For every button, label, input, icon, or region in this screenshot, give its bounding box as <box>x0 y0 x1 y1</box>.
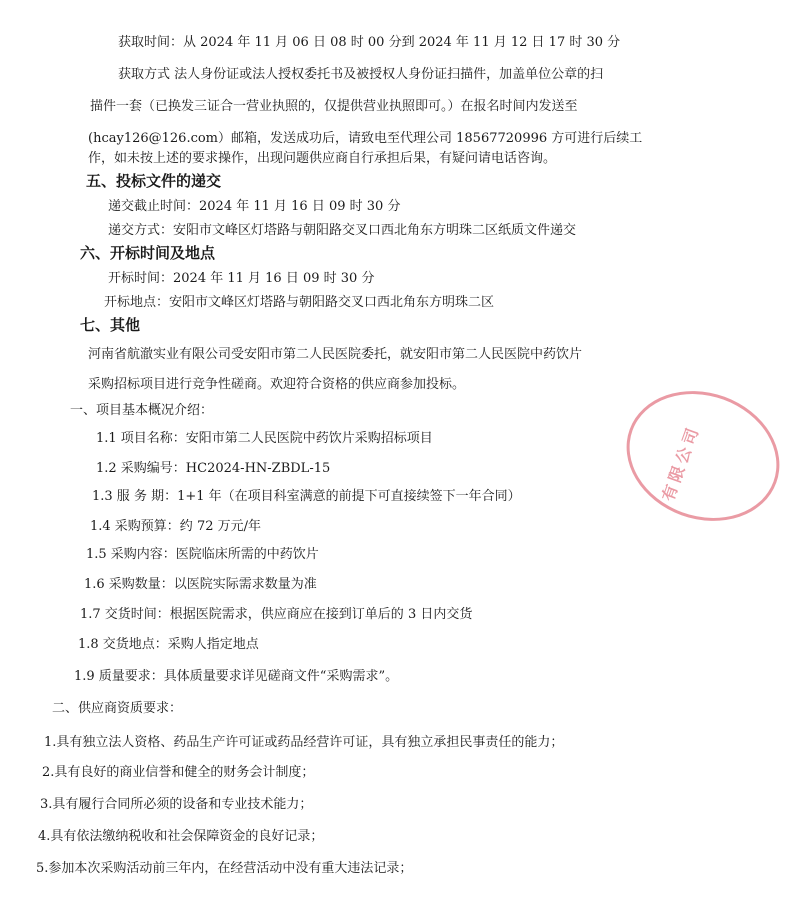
project-item-5: 1.5 采购内容：医院临床所需的中药饮片 <box>86 547 319 562</box>
supplier-requirements-heading: 二、供应商资质要求： <box>52 701 183 716</box>
acquire-method-line-3: (hcay126@126.com）邮箱，发送成功后，请致电至代理公司 18567720996 方可进行后续工 <box>88 131 643 146</box>
project-overview-heading: 一、项目基本概况介绍： <box>70 403 214 418</box>
requirement-2: 2.具有良好的商业信誉和健全的财务会计制度； <box>42 765 315 780</box>
acquire-method-line: 获取方式 法人身份证或法人授权委托书及被授权人身份证扫描件，加盖单位公章的扫 <box>118 67 604 82</box>
project-item-9: 1.9 质量要求：具体质量要求详见磋商文件“采购需求”。 <box>74 669 399 684</box>
section-5-heading: 五、投标文件的递交 <box>86 172 222 190</box>
project-item-4: 1.4 采购预算：约 72 万元/年 <box>90 519 261 534</box>
submission-method-line: 递交方式：安阳市文峰区灯塔路与朝阳路交叉口西北角东方明珠二区纸质文件递交 <box>108 223 577 238</box>
stamp-text: 有限公司 <box>658 421 704 504</box>
section-6-heading: 六、开标时间及地点 <box>80 244 216 262</box>
project-item-6: 1.6 采购数量：以医院实际需求数量为准 <box>84 577 317 592</box>
project-item-7: 1.7 交货时间：根据医院需求，供应商应在接到订单后的 3 日内交货 <box>80 607 473 622</box>
submission-deadline-line: 递交截止时间：2024 年 11 月 16 日 09 时 30 分 <box>108 199 401 214</box>
requirement-1: 1.具有独立法人资格、药品生产许可证或药品经营许可证，具有独立承担民事责任的能力； <box>44 735 564 750</box>
acquire-time-line: 获取时间：从 2024 年 11 月 06 日 08 时 00 分到 2024 年 11 月 12 日 17 时 30 分 <box>118 35 621 50</box>
company-seal-stamp <box>608 370 798 542</box>
project-item-2: 1.2 采购编号：HC2024-HN-ZBDL-15 <box>96 461 331 476</box>
acquire-method-line-2: 描件一套（已换发三证合一营业执照的，仅提供营业执照即可。）在报名时间内发送至 <box>90 99 578 114</box>
section-7-heading: 七、其他 <box>80 316 141 334</box>
project-item-8: 1.8 交货地点：采购人指定地点 <box>78 637 259 652</box>
opening-place-line: 开标地点：安阳市文峰区灯塔路与朝阳路交叉口西北角东方明珠二区 <box>104 295 495 310</box>
other-paragraph-line-2: 采购招标项目进行竞争性磋商。欢迎符合资格的供应商参加投标。 <box>88 377 466 392</box>
acquire-method-line-4: 作，如未按上述的要求操作，出现问题供应商自行承担后果，有疑问请电话咨询。 <box>88 151 557 166</box>
requirement-5: 5.参加本次采购活动前三年内，在经营活动中没有重大违法记录； <box>36 861 413 876</box>
project-item-3: 1.3 服 务 期：1+1 年（在项目科室满意的前提下可直接续签下一年合同） <box>92 489 521 504</box>
requirement-3: 3.具有履行合同所必须的设备和专业技术能力； <box>40 797 313 812</box>
opening-time-line: 开标时间：2024 年 11 月 16 日 09 时 30 分 <box>108 271 375 286</box>
other-paragraph-line-1: 河南省航澈实业有限公司受安阳市第二人民医院委托，就安阳市第二人民医院中药饮片 <box>88 347 583 362</box>
requirement-4: 4.具有依法缴纳税收和社会保障资金的良好记录； <box>38 829 324 844</box>
project-item-1: 1.1 项目名称：安阳市第二人民医院中药饮片采购招标项目 <box>96 431 433 446</box>
